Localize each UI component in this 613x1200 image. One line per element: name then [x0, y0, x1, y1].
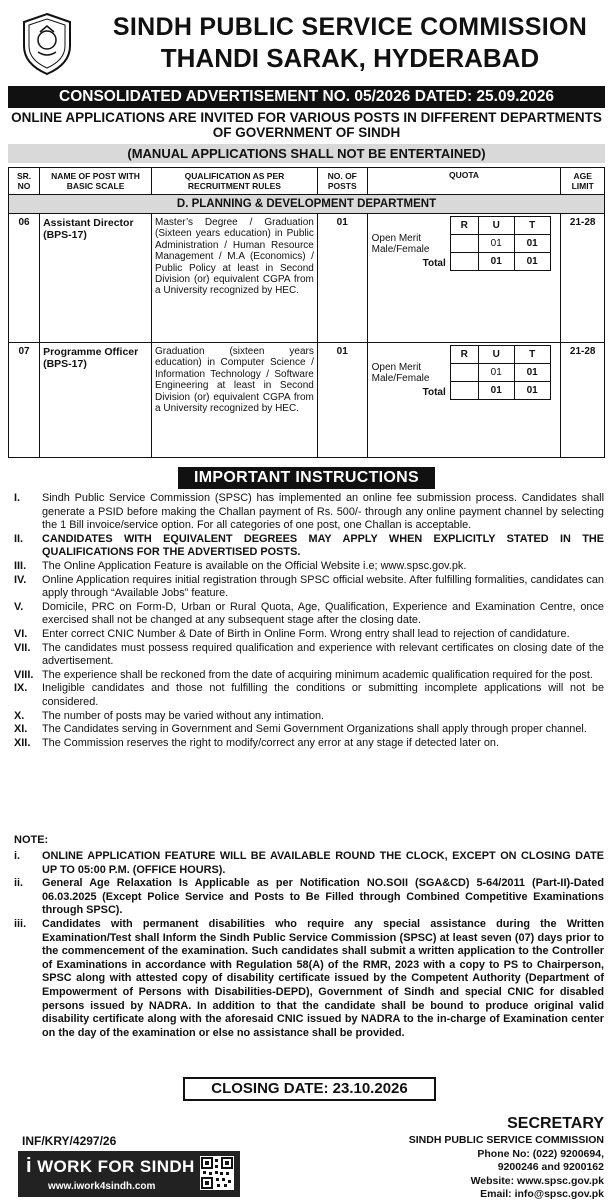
item-text: Sindh Public Service Commission (SPSC) has implemented an online fee submission process. Candidates shall generate a PSID before making the Challan payment of Rs. 500/- through any online payment channel by selecting the 1 Bill invoice/service option. For all categories of one post, one Challan is acceptable.: [42, 492, 604, 532]
item-text: The Candidates serving in Government and Semi Government Organizations shall apply through proper channel.: [42, 723, 587, 736]
advert-title: CONSOLIDATED ADVERTISEMENT NO. 05/2026 DATED: 25.09.2026: [8, 86, 605, 108]
row-quota: [367, 214, 561, 343]
row-post: Assistant Director (BPS-17): [40, 214, 152, 343]
col-post: NAME OF POST WITH BASIC SCALE: [40, 168, 152, 195]
item-text: Ineligible candidates and those not fulfilling the conditions or submitting incomplete applications will not be considered.: [42, 682, 604, 708]
advert-intro: ONLINE APPLICATIONS ARE INVITED FOR VARIOUS POSTS IN DIFFERENT DEPARTMENTS OF GOVERNMENT OF SINDH: [11, 110, 602, 140]
quota-grid: [450, 345, 551, 400]
item-number: i.: [14, 850, 21, 862]
notes-list: [14, 850, 604, 1040]
phone-line-1: Phone No: (022) 9200694,: [477, 1147, 604, 1160]
col-posts: NO. OF POSTS: [317, 168, 367, 195]
logo-letter: i: [26, 1155, 32, 1177]
quota-value-r: [450, 235, 478, 253]
quota-total-label: Total: [422, 387, 446, 398]
item-number: I.: [14, 492, 21, 504]
quota-grid: [450, 216, 551, 271]
closing-date: CLOSING DATE: 23.10.2026: [183, 1077, 436, 1101]
item-number: VI.: [14, 627, 28, 640]
item-text: The candidates must possess required qualification and experience with relevant certificates on closing date of the advertisement.: [42, 641, 604, 668]
email-line[interactable]: Email: info@spsc.gov.pk: [480, 1188, 604, 1200]
note-label: NOTE:: [14, 834, 49, 846]
item-number: VII.: [14, 641, 31, 654]
quota-total-t: 01: [514, 382, 550, 400]
col-quota: QUOTA: [367, 168, 561, 195]
col-age: AGE LIMIT: [561, 168, 605, 195]
quota-value-t: 01: [514, 235, 550, 253]
list-item: [14, 533, 604, 560]
item-text: General Age Relaxation Is Applicable as per Notification NO.SOII (SGA&CD) 5-64/2011 (Part-II)-Dated 06.03.2025 (Except Police Service and Posts to Be Filled through Combined Competitive Examinations through SPSC).: [42, 877, 604, 917]
quota-total-r: [450, 382, 478, 400]
secretary-title: SECRETARY: [507, 1115, 604, 1132]
org-name: SINDH PUBLIC SERVICE COMMISSION: [112, 13, 588, 41]
quota-label: Open Merit Male/Female: [371, 233, 430, 255]
posts-table: [8, 167, 605, 458]
instructions-list: [14, 492, 604, 750]
item-number: ii.: [14, 877, 24, 890]
website-line[interactable]: Website: www.spsc.gov.pk: [470, 1174, 604, 1187]
item-number: V.: [14, 600, 24, 613]
phone-line-2: 9200246 and 9200162: [497, 1161, 604, 1174]
item-text: Candidates with permanent disabilities who require any special assistance during the Written Examination/Test shall Inform the Sindh Public Service Commission (SPSC) at least seven (07) days prior to the commencement of the examination. Such candidates shall submit a written application to the Controller of Examinations in accordance with Regulation 58(A) of the RMR, 2023 with a copy to PS to Chairperson, SPSC along with attested copy of disability certificate issued by the Competent Authority (Department of Empowerment of Persons with Disabilities-DEPD), Government of Sindh and special CNIC for disabled persons issued by NADRA. In addition to that the candidate shall be bound to produce original valid disability certificate along with the aforesaid CNIC issued by NADRA to the in-charge of Examination center on the day of the examination or else no assistance shall be provided.: [42, 917, 604, 1039]
secretary-org: SINDH PUBLIC SERVICE COMMISSION: [408, 1134, 604, 1146]
quota-col-u: U: [478, 346, 514, 364]
quota-col-r: R: [450, 217, 478, 235]
row-age: 21-28: [561, 214, 605, 343]
item-number: XI.: [14, 723, 28, 736]
quota-col-t: T: [514, 346, 550, 364]
item-number: II.: [14, 532, 24, 545]
table-header-row: [9, 168, 605, 195]
row-age: 21-28: [561, 343, 605, 458]
quota-col-t: T: [514, 217, 550, 235]
org-address: THANDI SARAK, HYDERABAD: [160, 43, 540, 73]
list-item: [14, 628, 604, 642]
list-item: [14, 918, 604, 1040]
quota-total-label: Total: [422, 258, 446, 269]
item-text: Domicile, PRC on Form-D, Urban or Rural Quota, Age, Qualification, Experience and Examination Centre, once exercised shall not be changed at any subsequent stage after the closing date.: [42, 600, 604, 627]
department-name: D. PLANNING & DEVELOPMENT DEPARTMENT: [9, 195, 605, 214]
quota-total-t: 01: [514, 253, 550, 271]
list-item: [14, 710, 604, 724]
banner-url[interactable]: www.iwork4sindh.com: [48, 1181, 156, 1192]
item-text: Enter correct CNIC Number & Date of Birth in Online Form. Wrong entry shall lead to rejection of candidature.: [42, 627, 570, 640]
header: [12, 8, 602, 78]
list-item: [14, 574, 604, 601]
item-text: The number of posts may be varied without any intimation.: [42, 709, 325, 722]
row-posts: 01: [317, 343, 367, 458]
list-item: [14, 669, 604, 683]
quota-total-u: 01: [478, 253, 514, 271]
item-text: The experience shall be reckoned from the date of acquiring minimum academic qualification required for the post.: [42, 668, 593, 681]
quota-label: Open Merit Male/Female: [371, 362, 430, 384]
row-qualification: Master’s Degree / Graduation (Sixteen years education) in Public Administration / Human Resource Management / M.A (Economics) / Public Policy at least in Second Division (or) equivalent CGPA from a University recognized by HEC.: [152, 214, 318, 343]
spsc-emblem-icon: [18, 12, 76, 76]
work-for-sindh-banner[interactable]: [18, 1151, 240, 1197]
quota-total-u: 01: [478, 382, 514, 400]
quota-col-r: R: [450, 346, 478, 364]
item-number: XII.: [14, 736, 31, 749]
item-number: VIII.: [14, 668, 34, 681]
department-row: [9, 195, 605, 214]
item-text: The Commission reserves the right to modify/correct any error at any stage if detected later on.: [42, 736, 500, 749]
qr-code-icon: [200, 1156, 234, 1190]
quota-value-r: [450, 364, 478, 382]
item-number: IX.: [14, 682, 28, 695]
item-number: IV.: [14, 573, 27, 586]
secretary-block: [330, 1114, 604, 1200]
row-posts: 01: [317, 214, 367, 343]
quota-total-r: [450, 253, 478, 271]
list-item: [14, 560, 604, 574]
row-post: Programme Officer (BPS-17): [40, 343, 152, 458]
item-text: CANDIDATES WITH EQUIVALENT DEGREES MAY APPLY WHEN EXPLICITLY STATED IN THE QUALIFICATIONS FOR THE ADVERTISED POSTS.: [42, 532, 604, 559]
list-item: [14, 877, 604, 918]
list-item: [14, 723, 604, 737]
row-quota: [367, 343, 561, 458]
quota-value-u: 01: [478, 235, 514, 253]
table-row: [9, 214, 605, 343]
work-for-sindh-logo: [26, 1155, 195, 1178]
list-item: [14, 492, 604, 533]
item-text: ONLINE APPLICATION FEATURE WILL BE AVAILABLE ROUND THE CLOCK, EXCEPT ON CLOSING DATE UP TO 05:00 P.M. (OFFICE HOURS).: [42, 850, 604, 876]
row-sr: 06: [9, 214, 40, 343]
table-row: [9, 343, 605, 458]
list-item: [14, 850, 604, 877]
col-qualification: QUALIFICATION AS PER RECRUITMENT RULES: [152, 168, 318, 195]
manual-notice: (MANUAL APPLICATIONS SHALL NOT BE ENTERTAINED): [8, 144, 605, 163]
item-number: iii.: [14, 917, 27, 930]
list-item: [14, 737, 604, 751]
list-item: [14, 682, 604, 709]
row-sr: 07: [9, 343, 40, 458]
quota-value-u: 01: [478, 364, 514, 382]
row-qualification: Graduation (sixteen years education) in Computer Science / Information Technology / Software Engineering at least in Second Division (or) equivalent CGPA from a University recognized by HEC.: [152, 343, 318, 458]
item-text: Online Application requires initial registration through SPSC official website. After fulfilling formalities, candidates can apply through “Available Jobs” feature.: [42, 573, 604, 600]
instructions-title: IMPORTANT INSTRUCTIONS: [178, 467, 435, 489]
list-item: [14, 601, 604, 628]
item-text: The Online Application Feature is available on the Official Website i.e; www.spsc.gov.pk.: [42, 559, 467, 572]
reference-number: INF/KRY/4297/26: [22, 1134, 117, 1148]
quota-value-t: 01: [514, 364, 550, 382]
item-number: III.: [14, 559, 27, 572]
item-number: X.: [14, 709, 25, 722]
logo-text: WORK FOR SINDH: [37, 1157, 195, 1176]
quota-col-u: U: [478, 217, 514, 235]
col-sr: SR. NO: [9, 168, 40, 195]
list-item: [14, 642, 604, 669]
